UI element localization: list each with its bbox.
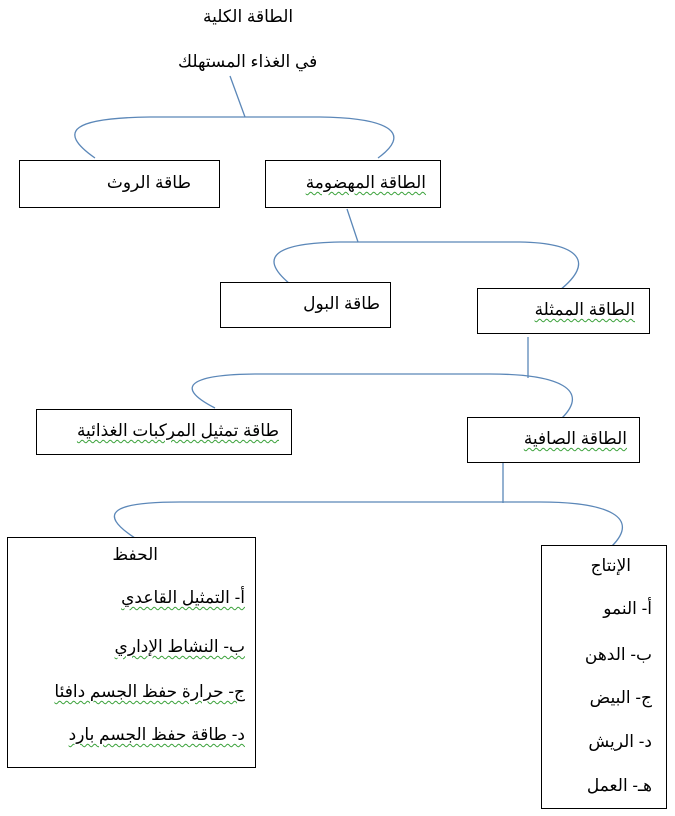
maintenance-item-c-text: ج- حرارة حفظ الجسم دافئا <box>54 682 245 701</box>
node-assimilation-energy <box>36 409 292 455</box>
node-net-label: الطاقة الصافية <box>523 429 627 448</box>
production-item-e: هـ- العمل <box>586 776 652 795</box>
maintenance-title: الحفظ <box>112 545 158 564</box>
maintenance-item-a-text: أ- التمثيل القاعدي <box>121 588 245 607</box>
node-urine-energy <box>220 282 391 328</box>
maintenance-box <box>7 537 256 768</box>
maintenance-item-d-text: د- طاقة حفظ الجسم بارد <box>68 725 245 744</box>
production-title: الإنتاج <box>590 556 631 575</box>
node-digested-energy <box>265 160 441 208</box>
production-box <box>541 545 667 809</box>
connector-digested <box>347 209 358 242</box>
production-item-b: ب- الدهن <box>584 645 652 664</box>
maintenance-item-b-text: ب- النشاط الإداري <box>114 637 245 656</box>
node-assimilation-text: طاقة تمثيل المركبات الغذائية <box>76 421 279 440</box>
production-item-c: ج- البيض <box>589 688 652 707</box>
maintenance-item-a <box>121 588 245 608</box>
bracket-level1 <box>75 117 394 158</box>
node-assimilation-label <box>77 421 279 441</box>
maintenance-item-d <box>69 725 245 745</box>
production-item-a: أ- النمو <box>603 599 652 618</box>
root-title: الطاقة الكلية <box>203 7 294 26</box>
node-urine-label: طاقة البول <box>303 294 380 313</box>
node-net-energy <box>467 417 640 463</box>
connector-root <box>230 76 245 117</box>
node-metabolizable-energy <box>477 288 650 334</box>
maintenance-item-c <box>54 682 245 702</box>
maintenance-item-b <box>115 637 245 657</box>
production-item-d: د- الريش <box>588 732 652 751</box>
node-fecal-label: طاقة الروث <box>106 173 191 192</box>
node-fecal-energy <box>19 160 220 208</box>
node-digested-label: الطاقة المهضومة <box>305 173 426 192</box>
node-metabolizable-label: الطاقة الممثلة <box>534 300 635 319</box>
root-subtitle: في الغذاء المستهلك <box>178 52 318 71</box>
